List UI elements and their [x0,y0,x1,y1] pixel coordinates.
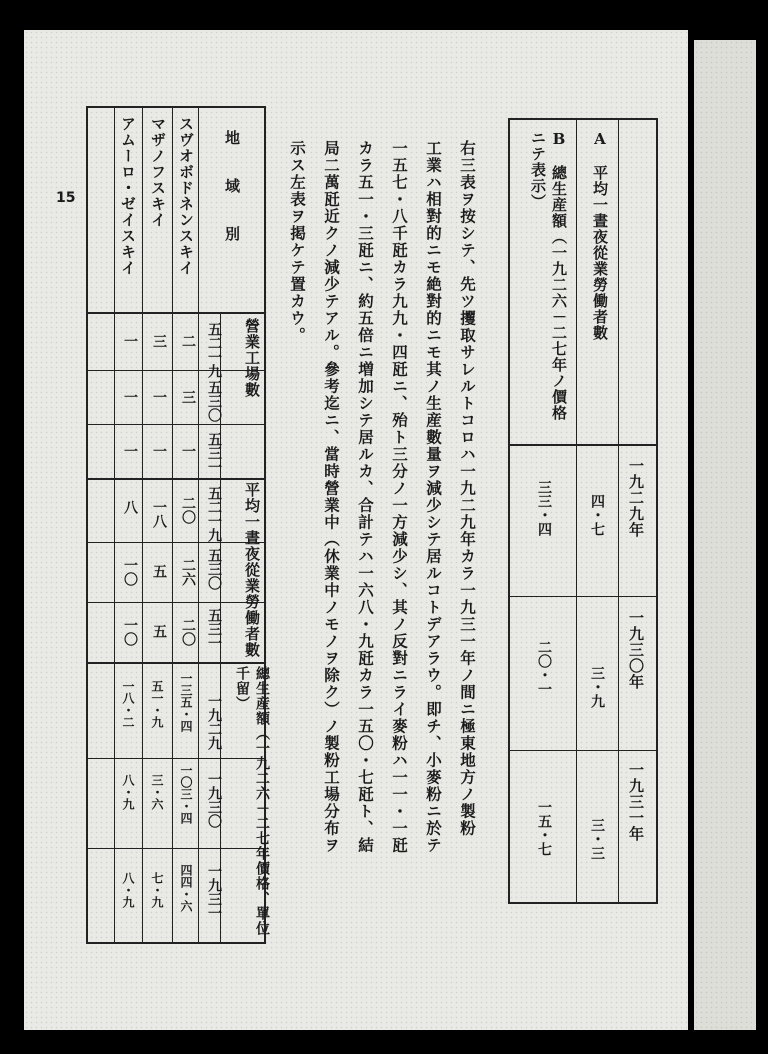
r1-workers-1931: 二〇 [180,618,196,646]
table-b-output-year-1929: 一九二九 [206,694,222,750]
table-b-region-2: マザノフスキイ [149,116,167,228]
prose-line-1: 右三表ヲ按シテ、先ツ攫取サレルトコロハ一九二九年カラ一九三一年ノ間ニ極東地方ノ製粉 [458,140,477,837]
table-b-region-header: 地 域 別 [223,130,241,242]
table-b-factories-year-1930: 五三〇 [206,380,222,422]
prose-line-2: 工業ハ相對的ニモ絶對的ニモ其ノ生産數量ヲ減少シテ居ルコトデアラウ。即チ、小麥粉ニ於テ [424,140,443,854]
prose-line-3: 一五七・八千瓩カラ九九・四瓩ニ、殆ト三分ノ一方減少シ、其ノ反對ニライ麥粉ハ一一・一瓩 [390,140,409,854]
r2-workers-1930: 五 [151,564,167,578]
table-a-a-1931: 三・三 [589,818,605,860]
r1-output-1929: 一三五・四 [179,672,193,732]
r2-output-1930: 三・六 [150,774,164,810]
r3-factories-1929: 一 [122,334,138,348]
table-a-a-1930: 三・九 [589,666,605,708]
prose-line-5: 局二萬瓩近クノ減少テアル。參考迄ニ、當時營業中（休業中ノモノヲ除ク）ノ製粉工場分布ヲ [322,140,341,854]
r2-factories-1930: 一 [151,390,167,404]
table-a-header-b: B 總生産額（一九二六－二七年ノ價格ニテ表示） [529,130,568,421]
page-number: 15 [56,190,76,206]
table-b-workers-header: 平均一晝夜從業勞働者數 [243,482,261,658]
r3-workers-1931: 一〇 [122,618,138,646]
table-b-factories-header: 營業工場數 [243,318,261,398]
table-a-year-1930: 一九三〇年 [627,610,645,690]
adjacent-page-edge [694,40,756,1030]
table-b-region-1: スヴオボドネンスキイ [177,116,195,276]
r3-output-1931: 八・九 [121,872,135,908]
r2-factories-1931: 一 [151,444,167,458]
table-a-b-1929: 三三・四 [536,480,552,536]
prose-line-4: カラ五一・三瓩ニ、約五倍ニ増加シテ居ルカ、合計テハ一六八・九瓩カラ一五〇・七瓩ト、結 [356,140,375,854]
r1-factories-1929: 二 [180,334,196,348]
r2-workers-1931: 五 [151,624,167,638]
table-b-output-year-1931: 一九三一 [206,864,222,920]
r2-factories-1929: 三 [151,334,167,348]
table-a-a-1929: 四・七 [589,494,605,536]
table-a-year-1931: 一九三一年 [627,762,645,842]
r1-factories-1931: 一 [180,444,196,458]
r3-workers-1930: 一〇 [122,558,138,586]
table-a-year-1929: 一九二九年 [627,458,645,538]
table-b-workers-year-1931: 五三一 [206,608,222,650]
table-a-b-1931: 一五・七 [536,800,552,856]
table-b-factories-year-1929: 五二一九 [206,322,222,378]
r3-workers-1929: 八 [122,500,138,514]
table-a-b-1930: 二〇・一 [536,640,552,696]
table-b-workers-year-1929: 五二一九 [206,486,222,542]
r2-output-1931: 七・九 [150,872,164,908]
prose-line-6: 示ス左表ヲ掲ケテ置カウ。 [288,140,307,344]
r1-factories-1930: 三 [180,390,196,404]
table-b-factories-year-1931: 五三一 [206,432,222,474]
table-b-workers-year-1930: 五三〇 [206,548,222,590]
table-b-output-year-1930: 一九三〇 [206,772,222,828]
table-b-output-header: 總生産額（一九二六－二七年價格、單位千留） [234,666,270,936]
r3-output-1930: 八・九 [121,774,135,810]
table-b-region-3: アムーロ・ゼイスキイ [119,116,137,276]
r1-output-1930: 一〇三・四 [179,764,193,824]
document-page [24,30,688,1030]
r3-output-1929: 一八・二 [121,680,135,728]
r1-output-1931: 四四・六 [179,864,193,912]
r2-workers-1929: 一八 [151,500,167,528]
table-a-header-a: A 平均一晝夜從業勞働者數 [591,130,609,341]
r1-workers-1929: 二〇 [180,496,196,524]
r3-factories-1930: 一 [122,390,138,404]
r1-workers-1930: 二六 [180,558,196,586]
r2-output-1929: 五一・九 [150,680,164,728]
r3-factories-1931: 一 [122,444,138,458]
